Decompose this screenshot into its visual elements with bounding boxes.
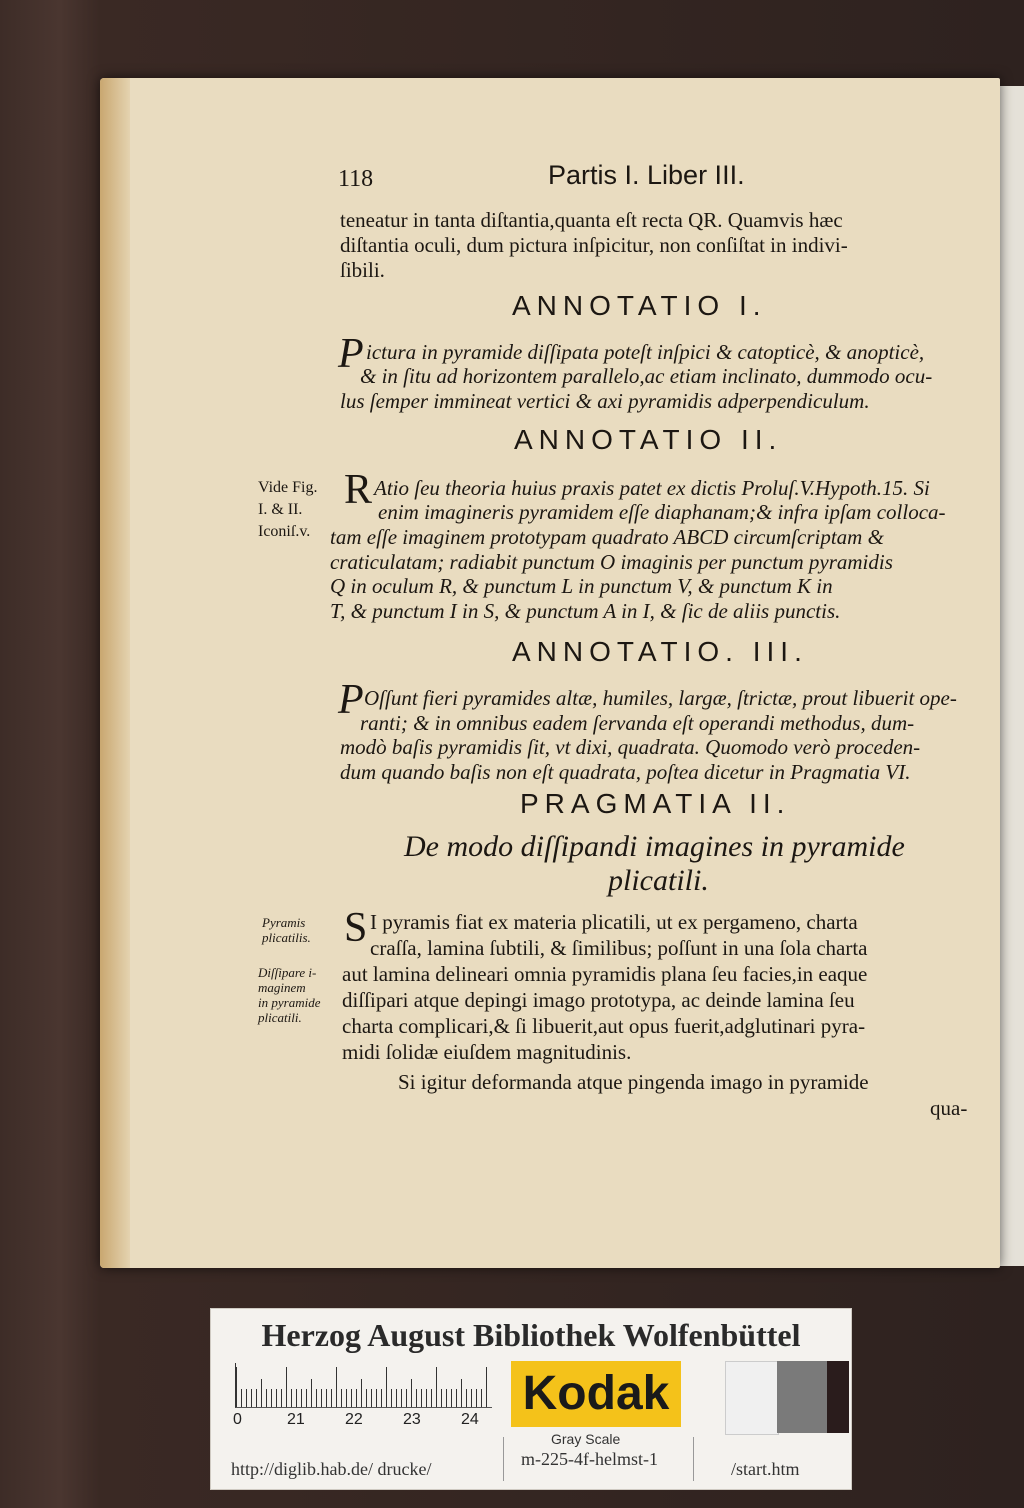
ruler-tick (331, 1389, 332, 1407)
ruler-tick (281, 1389, 282, 1407)
margin-note: Vide Fig. (258, 479, 318, 496)
ruler-tick (316, 1389, 317, 1407)
margin-note: Pyramis (262, 915, 306, 930)
divider (503, 1437, 504, 1481)
ruler-tick (251, 1389, 252, 1407)
ruler-tick (366, 1389, 367, 1407)
ruler-tick (246, 1389, 247, 1407)
library-card (210, 1308, 852, 1490)
ruler-tick (236, 1367, 237, 1407)
ruler-tick (426, 1389, 427, 1407)
ruler-tick (391, 1389, 392, 1407)
ruler-tick (261, 1379, 262, 1407)
margin-note: plicatilis. (262, 930, 311, 945)
annotation-3-line: ranti; & in omnibus eadem ſervanda eſt operandi methodus, dum- (360, 711, 915, 735)
margin-note: in pyramide (258, 995, 321, 1010)
pragmatia-subtitle: plicatili. (608, 864, 709, 897)
annotation-2-line: Atio ſeu theoria huius praxis patet ex dictis Proluſ.V.Hypoth.15. Si (374, 476, 930, 500)
ruler-tick (356, 1389, 357, 1407)
ruler-tick (461, 1379, 462, 1407)
dropcap: R (344, 467, 373, 513)
pragmatia-line: aut lamina delineari omnia pyramidis plana ſeu facies,in eaque (342, 962, 868, 986)
ruler-tick (421, 1389, 422, 1407)
ruler-tick (256, 1389, 257, 1407)
annotation-3-line: dum quando baſis non eſt quadrata, poſtea dicetur in Pragmatia VI. (340, 760, 911, 784)
ruler-tick (376, 1389, 377, 1407)
ruler-tick (286, 1367, 287, 1407)
running-title: Partis I. Liber III. (548, 160, 745, 190)
annotation-1-heading: ANNOTATIO I. (512, 290, 767, 321)
ruler-tick (276, 1389, 277, 1407)
ruler-tick (381, 1389, 382, 1407)
ruler-tick (476, 1389, 477, 1407)
annotation-1-line: ictura in pyramide diſſipata poteſt inſpici & catopticè, & anopticè, (366, 340, 925, 364)
ruler-tick (481, 1389, 482, 1407)
ruler-tick (406, 1389, 407, 1407)
ruler-tick (441, 1389, 442, 1407)
ruler-tick (446, 1389, 447, 1407)
ruler-tick (336, 1367, 337, 1407)
library-name: Herzog August Bibliothek Wolfenbüttel (261, 1317, 801, 1353)
gray-swatch-white (725, 1361, 779, 1435)
ruler-label: 21 (287, 1411, 305, 1428)
annotation-2-line: enim imagineris pyramidem eſſe diaphanam;& infra ipſam colloca- (378, 500, 946, 524)
gray-swatch-dark (827, 1361, 849, 1433)
margin-note: Iconiſ.v. (258, 523, 311, 540)
scale-ruler (235, 1363, 492, 1408)
ruler-tick (371, 1389, 372, 1407)
annotation-3-line: Oſſunt fieri pyramides altæ, humiles, largæ, ſtrictæ, prout libuerit ope- (364, 686, 957, 710)
ruler-tick (451, 1389, 452, 1407)
intro-line: ſibili. (340, 258, 385, 282)
pragmatia-line: charta complicari,& ſi libuerit,aut opus fuerit,adglutinari pyra- (342, 1014, 866, 1038)
annotation-1-line: lus ſemper immineat vertici & axi pyramidis adperpendiculum. (340, 389, 870, 413)
margin-note: Diſſipare i- (258, 965, 317, 980)
ruler-tick (326, 1389, 327, 1407)
card-url: http://diglib.hab.de/ drucke/ (231, 1459, 432, 1479)
ruler-tick (471, 1389, 472, 1407)
ruler-tick (411, 1379, 412, 1407)
ruler-label: 0 (233, 1411, 242, 1428)
annotation-3-line: modò baſis pyramidis ſit, vt dixi, quadrata. Quomodo verò proceden- (340, 735, 921, 759)
annotation-2-line: tam eſſe imaginem prototypam quadrato ABCD circumſcriptam & (330, 525, 884, 549)
pragmatia-line: I pyramis fiat ex materia plicatili, ut ex pergameno, charta (370, 910, 858, 934)
gray-swatch-mid (777, 1361, 827, 1433)
pragmatia-heading: PRAGMATIA II. (520, 788, 791, 819)
ruler-tick (291, 1389, 292, 1407)
divider (693, 1437, 694, 1481)
ruler-tick (341, 1389, 342, 1407)
catchword: qua- (930, 1096, 968, 1120)
ruler-tick (321, 1389, 322, 1407)
annotation-2-line: T, & punctum I in S, & punctum A in I, & ſic de aliis punctis. (330, 599, 841, 623)
annotation-2-heading: ANNOTATIO II. (514, 424, 783, 455)
ruler-tick (436, 1367, 437, 1407)
ruler-tick (346, 1389, 347, 1407)
dropcap: P (338, 677, 364, 723)
ruler-tick (431, 1389, 432, 1407)
margin-note: I. & II. (258, 501, 303, 518)
intro-line: diſtantia oculi, dum pictura inſpicitur, non conſiſtat in indivi- (340, 233, 848, 257)
pragmatia-line: midi ſolidæ eiuſdem magnitudinis. (342, 1040, 632, 1064)
card-url-suffix: /start.htm (731, 1459, 800, 1479)
annotation-3-heading: ANNOTATIO. III. (512, 636, 808, 667)
gray-scale-label: Gray Scale (551, 1431, 621, 1447)
shelfmark-code: m-225-4f-helmst-1 (521, 1449, 658, 1469)
margin-note: plicatili. (258, 1010, 302, 1025)
ruler-tick (396, 1389, 397, 1407)
ruler-tick (306, 1389, 307, 1407)
ruler-tick (301, 1389, 302, 1407)
ruler-tick (241, 1389, 242, 1407)
pragmatia-line: Si igitur deformanda atque pingenda imago in pyramide (398, 1070, 869, 1094)
ruler-tick (311, 1379, 312, 1407)
pragmatia-line: diſſipari atque depingi imago prototypa, ac deinde lamina ſeu (342, 988, 855, 1012)
ruler-tick (266, 1389, 267, 1407)
pragmatia-line: craſſa, lamina ſubtili, & ſimilibus; poſſunt in una ſola charta (370, 936, 868, 960)
ruler-labels (233, 1411, 503, 1433)
ruler-label: 23 (403, 1411, 421, 1428)
dropcap: P (338, 331, 364, 377)
ruler-tick (386, 1367, 387, 1407)
ruler-tick (401, 1389, 402, 1407)
ruler-tick (351, 1389, 352, 1407)
next-page-edge (1000, 86, 1024, 1266)
pragmatia-subtitle: De modo diſſipandi imagines in pyramide (404, 830, 905, 863)
annotation-2-line: Q in oculum R, & punctum L in punctum V, & punctum K in (330, 574, 833, 598)
ruler-tick (486, 1367, 487, 1407)
annotation-1-line: & in ſitu ad horizontem parallelo,ac etiam inclinato, dummodo ocu- (360, 364, 933, 388)
page-number: 118 (338, 166, 374, 192)
ruler-tick (456, 1389, 457, 1407)
ruler-label: 24 (461, 1411, 479, 1428)
ruler-tick (296, 1389, 297, 1407)
dropcap: S (344, 905, 368, 951)
annotation-2-line: craticulatam; radiabit punctum O imaginis per punctum pyramidis (330, 550, 893, 574)
ruler-tick (416, 1389, 417, 1407)
ruler-tick (361, 1379, 362, 1407)
intro-line: teneatur in tanta diſtantia,quanta eſt recta QR. Quamvis hæc (340, 208, 843, 232)
ruler-tick (466, 1389, 467, 1407)
kodak-logo: Kodak (511, 1361, 681, 1427)
margin-note: maginem (258, 980, 306, 995)
ruler-label: 22 (345, 1411, 363, 1428)
ruler-tick (271, 1389, 272, 1407)
